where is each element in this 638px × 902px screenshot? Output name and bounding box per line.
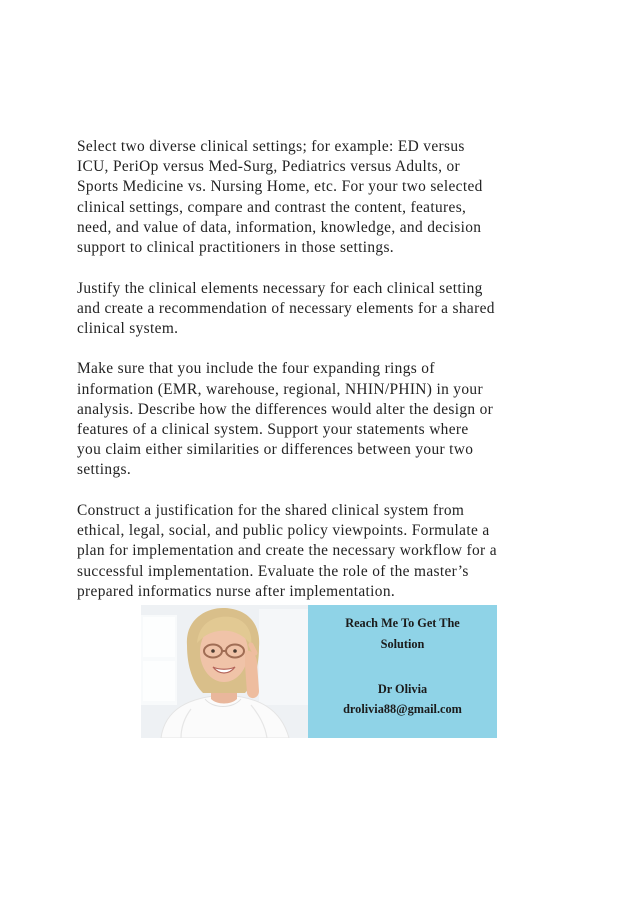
text-line: you claim either similarities or differences between your two: [77, 441, 474, 459]
text-line: features of a clinical system. Support your statements where: [77, 421, 469, 439]
text-line: settings.: [77, 461, 132, 479]
contact-panel: [308, 605, 497, 738]
banner-headline-line1: Reach Me To Get The: [345, 616, 460, 630]
paragraph-2: [77, 279, 577, 340]
text-line: analysis. Describe how the differences would alter the design or: [77, 400, 494, 418]
text-line: need, and value of data, information, knowledge, and decision: [77, 218, 482, 236]
contact-banner: [141, 605, 497, 738]
banner-headline-line2: Solution: [380, 637, 425, 651]
text-line: clinical system.: [77, 319, 179, 337]
text-line: ethical, legal, social, and public policy viewpoints. Formulate a: [77, 522, 490, 540]
text-line: prepared informatics nurse after implementation.: [77, 582, 396, 600]
assignment-text: [77, 137, 577, 622]
text-line: successful implementation. Evaluate the role of the master’s: [77, 562, 469, 580]
contact-name: Dr Olivia: [377, 682, 428, 696]
portrait-illustration: [141, 605, 308, 738]
paragraph-4: [77, 501, 577, 602]
text-line: Justify the clinical elements necessary for each clinical setting: [77, 279, 483, 297]
text-line: information (EMR, warehouse, regional, NHIN/PHIN) in your: [77, 380, 483, 398]
text-line: Make sure that you include the four expanding rings of: [77, 360, 435, 378]
paragraph-1: [77, 137, 577, 258]
text-line: Select two diverse clinical settings; for example: ED versus: [77, 138, 465, 155]
text-line: plan for implementation and create the necessary workflow for a: [77, 542, 497, 560]
contact-email[interactable]: drolivia88@gmail.com: [343, 702, 462, 716]
text-line: clinical settings, compare and contrast the content, features,: [77, 198, 467, 216]
text-line: and create a recommendation of necessary elements for a shared: [77, 299, 495, 317]
text-line: Construct a justification for the shared clinical system from: [77, 501, 465, 519]
text-line: ICU, PeriOp versus Med-Surg, Pediatrics versus Adults, or: [77, 158, 461, 176]
woman-with-glasses-photo: [141, 605, 308, 738]
text-line: Sports Medicine vs. Nursing Home, etc. For your two selected: [77, 178, 483, 196]
text-line: support to clinical practitioners in those settings.: [77, 239, 394, 257]
paragraph-3: [77, 359, 577, 480]
